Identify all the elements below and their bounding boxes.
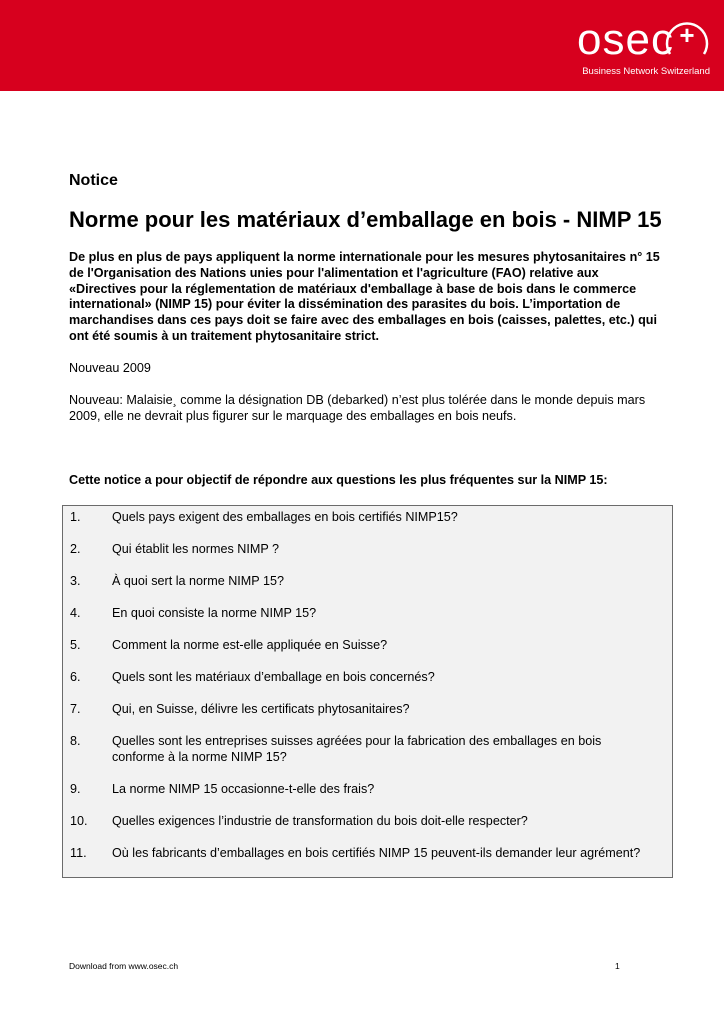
page-title: Norme pour les matériaux d’emballage en bois - NIMP 15 bbox=[69, 207, 662, 232]
question-text: La norme NIMP 15 occasionne-t-elle des frais? bbox=[112, 782, 375, 796]
question-text: Quels sont les matériaux d’emballage en bois concernés? bbox=[112, 670, 435, 684]
question-text: Comment la norme est-elle appliquée en Suisse? bbox=[112, 638, 388, 652]
question-text: Qui, en Suisse, délivre les certificats phytosanitaires? bbox=[112, 702, 410, 716]
header-band bbox=[0, 0, 724, 91]
logo-tagline: Business Network Switzerland bbox=[582, 66, 710, 77]
nouveau-malaisie: Nouveau: Malaisie¸ comme la désignation DB (debarked) n’est plus tolérée dans le monde depuis mars 2009, elle ne devrait plus figurer sur le marquage des emballages en bois neufs. bbox=[69, 393, 646, 423]
question-number: 8. bbox=[70, 734, 81, 748]
osec-logo bbox=[530, 12, 710, 82]
question-number: 2. bbox=[70, 542, 81, 556]
logo-wordmark: osec bbox=[577, 15, 674, 64]
notice-label: Notice bbox=[69, 172, 118, 189]
question-text: À quoi sert la norme NIMP 15? bbox=[112, 574, 284, 588]
question-number: 1. bbox=[70, 510, 81, 524]
question-number: 6. bbox=[70, 670, 81, 684]
footer-download-note: Download from www.osec.ch bbox=[69, 961, 179, 971]
intro-paragraph: De plus en plus de pays appliquent la norme internationale pour les mesures phytosanitaires n° 15 de l'Organisation des Nations unies pour l'alimentation et l'agriculture (FAO) relative aux «Directives pour la réglementation de matériaux d'emballage à base de bois dans le commerce international» (NIMP 15) pour éviter la dissémination des parasites du bois. L’importation de marchandises dans ces pays doit se faire avec des emballages en bois (caisses, palettes, etc.) qui ont été soumis à un traitement phytosanitaire strict. bbox=[69, 250, 660, 343]
question-text: Qui établit les normes NIMP ? bbox=[112, 542, 280, 556]
question-number: 11. bbox=[70, 846, 87, 860]
question-text: Quelles sont les entreprises suisses agréées pour la fabrication des emballages en bois conforme à la norme NIMP 15? bbox=[112, 734, 602, 764]
question-text: Quels pays exigent des emballages en bois certifiés NIMP15? bbox=[112, 510, 458, 524]
question-list bbox=[62, 505, 673, 878]
question-text: Quelles exigences l’industrie de transformation du bois doit-elle respecter? bbox=[112, 814, 528, 828]
question-text: En quoi consiste la norme NIMP 15? bbox=[112, 606, 317, 620]
logo-plus-icon bbox=[664, 14, 710, 60]
faq-intro: Cette notice a pour objectif de répondre aux questions les plus fréquentes sur la NIMP 15: bbox=[69, 473, 608, 487]
logo-plus: + bbox=[679, 20, 695, 50]
question-number: 9. bbox=[70, 782, 81, 796]
question-text: Où les fabricants d’emballages en bois certifiés NIMP 15 peuvent-ils demander leur agrément? bbox=[112, 846, 641, 860]
question-number: 4. bbox=[70, 606, 81, 620]
nouveau-2009: Nouveau 2009 bbox=[69, 361, 151, 375]
question-number: 7. bbox=[70, 702, 81, 716]
question-number: 3. bbox=[70, 574, 81, 588]
question-number: 10. bbox=[70, 814, 88, 828]
page-number: 1 bbox=[615, 961, 620, 971]
question-number: 5. bbox=[70, 638, 81, 652]
